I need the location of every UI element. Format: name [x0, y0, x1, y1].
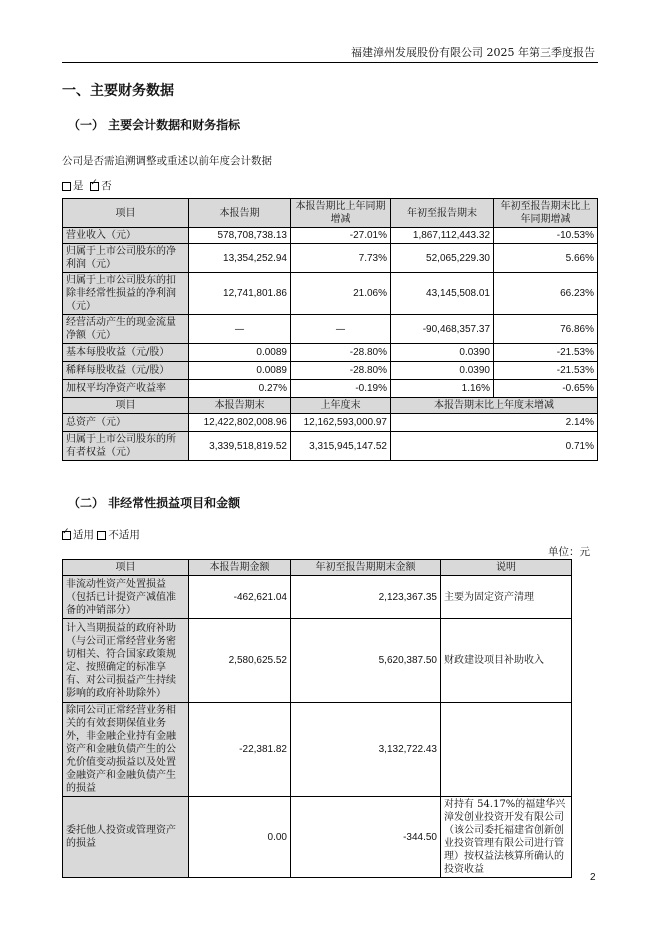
t1-header: 本报告期比上年同期增减 — [291, 199, 391, 228]
t1-row-label: 归属于上市公司股东的扣除非经常性损益的净利润（元） — [63, 273, 189, 315]
applicable-label: 适用 — [73, 529, 94, 541]
t2-note: 财政建设项目补助收入 — [441, 619, 572, 703]
t1-row-label: 稀释每股收益（元/股） — [63, 362, 189, 380]
t1-header: 年初至报告期末 — [391, 199, 494, 228]
t1b-cell: 3,339,518,819.52 — [189, 432, 291, 461]
t1-cell: — — [291, 315, 391, 344]
t2-row-label: 计入当期损益的政府补助（与公司正常经营业务密切相关、符合国家政策规定、按照确定的标准享有、对公司损益产生持续影响的政府补助除外） — [63, 619, 189, 703]
t1-cell: 7.73% — [291, 244, 391, 273]
t1b-cell: 3,315,945,147.52 — [291, 432, 391, 461]
t1-cell: 1,867,112,443.32 — [391, 228, 494, 244]
option-no-label: 否 — [101, 180, 112, 192]
not-applicable-label: 不适用 — [108, 529, 140, 541]
t2-cell: -462,621.04 — [189, 576, 291, 619]
t2-row-label: 除同公司正常经营业务相关的有效套期保值业务外，非金融企业持有金融资产和金融负债产生的公允价值变动损益以及处置金融资产和金融负债产生的损益 — [63, 703, 189, 797]
t1-header: 本报告期 — [189, 199, 291, 228]
option-yes-label: 是 — [73, 180, 84, 192]
t2-row-label: 非流动性资产处置损益（包括已计提资产减值准备的冲销部分） — [63, 576, 189, 619]
t2-note: 主要为固定资产清理 — [441, 576, 572, 619]
checkbox-not-applicable[interactable] — [97, 531, 106, 540]
t1-cell: 12,741,801.86 — [189, 273, 291, 315]
t2-cell: -344.50 — [291, 797, 441, 878]
t1b-cell: 12,162,593,000.97 — [291, 414, 391, 432]
t1b-cell: 12,422,802,008.96 — [189, 414, 291, 432]
t1-cell: 66.23% — [494, 273, 598, 315]
t1-cell: 21.06% — [291, 273, 391, 315]
t1b-row-label: 归属于上市公司股东的所有者权益（元） — [63, 432, 189, 461]
t1-cell: -28.80% — [291, 344, 391, 362]
t2-note: 对持有 54.17%的福建华兴漳发创业投资开发有限公司（该公司委托福建省创新创业投资管理有限公司进行管理）按权益法核算所确认的投资收益 — [441, 797, 572, 878]
t1-row-label: 归属于上市公司股东的净利润（元） — [63, 244, 189, 273]
t2-header: 项目 — [63, 560, 189, 576]
report-header: 福建漳州发展股份有限公司 2025 年第三季度报告 — [351, 46, 595, 59]
t1-cell: -27.01% — [291, 228, 391, 244]
t1-cell: 578,708,738.13 — [189, 228, 291, 244]
t1-cell: 0.0390 — [391, 344, 494, 362]
t1-cell: -0.19% — [291, 380, 391, 398]
non-recurring-items-table — [62, 559, 572, 878]
checkbox-yes[interactable] — [62, 182, 71, 191]
t1-cell: 0.27% — [189, 380, 291, 398]
key-financial-table — [62, 198, 598, 461]
t1b-row-label: 总资产（元） — [63, 414, 189, 432]
t1-cell: 1.16% — [391, 380, 494, 398]
t2-header: 说明 — [441, 560, 572, 576]
t1-cell: -90,468,357.37 — [391, 315, 494, 344]
t1b-header: 本报告期末 — [189, 398, 291, 414]
t1-cell: -21.53% — [494, 344, 598, 362]
t1b-cell: 0.71% — [391, 432, 598, 461]
header-divider — [62, 62, 598, 63]
t1-cell: 5.66% — [494, 244, 598, 273]
t1-header: 项目 — [63, 199, 189, 228]
t1-row-label: 基本每股收益（元/股） — [63, 344, 189, 362]
t1-cell: -0.65% — [494, 380, 598, 398]
t1b-header: 本报告期末比上年度末增减 — [391, 398, 598, 414]
unit-label: 单位：元 — [548, 546, 590, 558]
t2-cell: 2,123,367.35 — [291, 576, 441, 619]
section-title: 一、主要财务数据 — [62, 83, 174, 99]
t2-header: 年初至报告期期末金额 — [291, 560, 441, 576]
t1-cell: — — [189, 315, 291, 344]
t1-cell: 0.0089 — [189, 344, 291, 362]
t2-row-label: 委托他人投资或管理资产的损益 — [63, 797, 189, 878]
t1-row-label: 经营活动产生的现金流量净额（元） — [63, 315, 189, 344]
t2-cell: 5,620,387.50 — [291, 619, 441, 703]
t2-header: 本报告期金额 — [189, 560, 291, 576]
page-number: 2 — [590, 872, 596, 883]
t1-cell: 0.0089 — [189, 362, 291, 380]
t2-note — [441, 703, 572, 797]
t1-cell: 52,065,229.30 — [391, 244, 494, 273]
t1b-header: 上年度末 — [291, 398, 391, 414]
applicability-options — [62, 527, 140, 542]
checkbox-no[interactable] — [90, 182, 99, 191]
t1-cell: -10.53% — [494, 228, 598, 244]
subsection-1-title: （一） 主要会计数据和财务指标 — [68, 118, 241, 132]
t1-row-label: 加权平均净资产收益率 — [63, 380, 189, 398]
subsection-2-title: （二） 非经常性损益项目和金额 — [68, 496, 241, 510]
t2-cell: 2,580,625.52 — [189, 619, 291, 703]
t1-cell: -28.80% — [291, 362, 391, 380]
t2-cell: -22,381.82 — [189, 703, 291, 797]
t1b-cell: 2.14% — [391, 414, 598, 432]
t1b-header: 项目 — [63, 398, 189, 414]
restatement-question: 公司是否需追溯调整或重述以前年度会计数据 — [62, 155, 272, 167]
restatement-options — [62, 178, 112, 193]
t1-cell: 43,145,508.01 — [391, 273, 494, 315]
t1-cell: 76.86% — [494, 315, 598, 344]
t1-header: 年初至报告期末比上年同期增减 — [494, 199, 598, 228]
t1-cell: 13,354,252.94 — [189, 244, 291, 273]
t1-cell: -21.53% — [494, 362, 598, 380]
t2-cell: 0.00 — [189, 797, 291, 878]
t2-cell: 3,132,722.43 — [291, 703, 441, 797]
t1-row-label: 营业收入（元） — [63, 228, 189, 244]
checkbox-applicable[interactable] — [62, 531, 71, 540]
t1-cell: 0.0390 — [391, 362, 494, 380]
